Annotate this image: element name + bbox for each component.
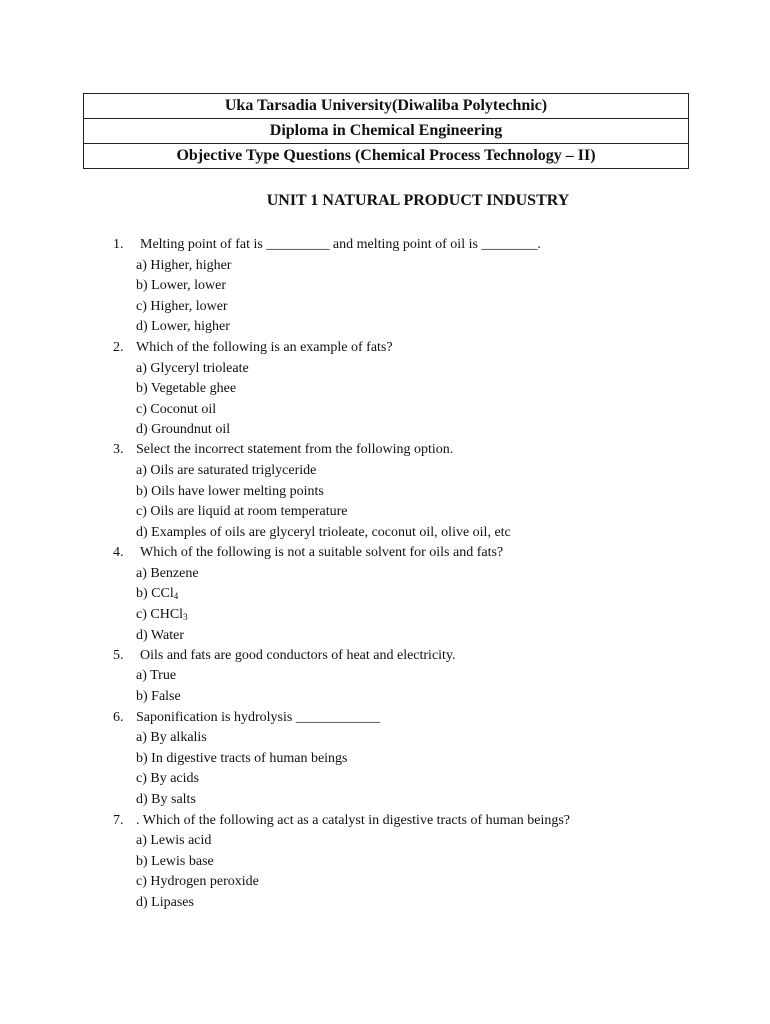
- answer-option: b) Vegetable ghee: [136, 381, 237, 396]
- answer-option: d) By salts: [136, 792, 196, 807]
- option-text: b) CCl: [136, 586, 174, 601]
- answer-option: d) Groundnut oil: [136, 422, 231, 437]
- question-number: 4.: [113, 545, 124, 560]
- question-number: 2.: [113, 340, 124, 355]
- answer-option: a) By alkalis: [136, 730, 207, 745]
- subscript: 4: [173, 591, 179, 601]
- answer-option: a) Higher, higher: [136, 258, 232, 273]
- answer-option: [136, 606, 188, 624]
- answer-option: a) Oils are saturated triglyceride: [136, 463, 317, 478]
- answer-option: b) Lewis base: [136, 854, 214, 869]
- answer-option: b) False: [136, 689, 181, 704]
- question-number: 1.: [113, 237, 124, 252]
- answer-option: d) Lower, higher: [136, 319, 230, 334]
- university-name: Uka Tarsadia University(Diwaliba Polytechnic): [84, 94, 688, 119]
- answer-option: [136, 585, 178, 603]
- answer-option: b) In digestive tracts of human beings: [136, 751, 348, 766]
- option-text: c) CHCl: [136, 607, 184, 622]
- answer-option: d) Water: [136, 628, 184, 643]
- question-number: 3.: [113, 442, 124, 457]
- unit-title: UNIT 1 NATURAL PRODUCT INDUSTRY: [266, 192, 570, 209]
- question-text: Which of the following is an example of fats?: [136, 340, 393, 355]
- answer-option: b) Oils have lower melting points: [136, 484, 324, 499]
- question-number: 6.: [113, 710, 124, 725]
- question-text: . Which of the following act as a catalyst in digestive tracts of human beings?: [136, 813, 571, 828]
- course-name: Diploma in Chemical Engineering: [84, 119, 688, 144]
- subscript: 3: [183, 612, 188, 622]
- answer-option: a) Benzene: [136, 566, 199, 581]
- subject-title: Objective Type Questions (Chemical Process Technology – II): [84, 144, 688, 169]
- question-number: 5.: [113, 648, 124, 663]
- answer-option: a) Glyceryl trioleate: [136, 361, 249, 376]
- question-text: Saponification is hydrolysis ____________: [136, 710, 380, 725]
- answer-option: c) By acids: [136, 771, 199, 786]
- answer-option: d) Lipases: [136, 895, 194, 910]
- question-text: Melting point of fat is _________ and melting point of oil is ________.: [140, 237, 541, 252]
- answer-option: c) Higher, lower: [136, 299, 228, 314]
- question-text: Select the incorrect statement from the following option.: [136, 442, 454, 457]
- answer-option: c) Oils are liquid at room temperature: [136, 504, 348, 519]
- header-table: [83, 93, 689, 169]
- answer-option: b) Lower, lower: [136, 278, 227, 293]
- answer-option: c) Hydrogen peroxide: [136, 874, 259, 889]
- answer-option: a) Lewis acid: [136, 833, 212, 848]
- question-number: 7.: [113, 813, 124, 828]
- answer-option: c) Coconut oil: [136, 402, 217, 417]
- question-text: Oils and fats are good conductors of heat and electricity.: [140, 648, 456, 663]
- answer-option: a) True: [136, 668, 177, 683]
- answer-option: d) Examples of oils are glyceryl trioleate, coconut oil, olive oil, etc: [136, 525, 511, 540]
- question-text: Which of the following is not a suitable solvent for oils and fats?: [140, 545, 504, 560]
